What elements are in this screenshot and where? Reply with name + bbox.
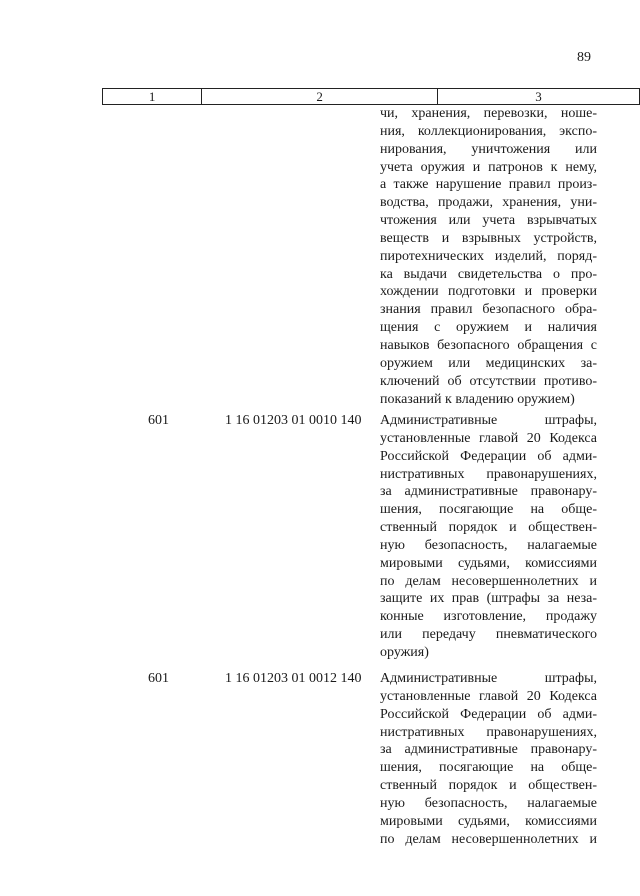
text-line: оружия) [380, 644, 429, 660]
text-line: конные изготовление, продажу [380, 609, 597, 625]
column-header-1: 1 [103, 89, 202, 105]
text-line: Российской Федерации об адми- [380, 448, 597, 464]
text-line: шения, посягающие на обще- [380, 502, 597, 518]
text-line: ную безопасность, налагаемые [380, 537, 597, 553]
text-line: установленные главой 20 Кодекса [380, 430, 597, 446]
text-line: Административные штрафы, [380, 413, 597, 428]
text-line: оружием или медицинских за- [380, 355, 597, 371]
text-line: защите их прав (штрафы за неза- [380, 591, 597, 607]
text-line: ственный порядок и обществен- [380, 778, 597, 794]
text-line: чтожения или учета взрывчатых [380, 213, 597, 229]
text-line: нистративных правонарушениях, [380, 466, 597, 482]
text-line: ную безопасность, налагаемые [380, 795, 597, 811]
row-description [380, 412, 597, 662]
text-line: нистративных правонарушениях, [380, 724, 597, 740]
text-line: ка выдачи свидетельства о про- [380, 266, 597, 282]
row-description [380, 670, 597, 848]
text-line: шения, посягающие на обще- [380, 760, 597, 776]
text-line: за административные правонару- [380, 742, 597, 758]
text-line: пиротехнических изделий, поряд- [380, 248, 597, 264]
text-line: установленные главой 20 Кодекса [380, 688, 597, 704]
text-line: щения с оружием и наличия [380, 320, 597, 336]
text-line: ключений об отсутствии противо- [380, 373, 597, 389]
text-line: ственный порядок и обществен- [380, 520, 597, 536]
text-line: а также нарушение правил произ- [380, 177, 597, 193]
column-header-2: 2 [202, 89, 438, 105]
text-line: Российской Федерации об адми- [380, 706, 597, 722]
text-line: или передачу пневматического [380, 627, 597, 643]
text-line: чи, хранения, перевозки, ноше- [380, 106, 597, 121]
admin-code: 601 [148, 413, 169, 428]
text-line: нирования, уничтожения или [380, 141, 597, 157]
page-number: 89 [577, 50, 591, 65]
kbk-code: 1 16 01203 01 0010 140 [225, 413, 362, 428]
admin-code: 601 [148, 671, 169, 686]
text-line: показаний к владению оружием) [380, 391, 575, 407]
text-line: навыков безопасного обращения с [380, 337, 597, 353]
text-line: по делам несовершеннолетних и [380, 831, 597, 847]
text-line: мировыми судьями, комиссиями [380, 555, 597, 571]
text-line: знания правил безопасного обра- [380, 302, 597, 318]
text-line: мировыми судьями, комиссиями [380, 813, 597, 829]
column-header-3: 3 [437, 89, 639, 105]
text-line: учета оружия и патронов к нему, [380, 159, 597, 175]
text-line: веществ и взрывных устройств, [380, 230, 597, 246]
text-line: хождении подготовки и проверки [380, 284, 597, 300]
text-line: по делам несовершеннолетних и [380, 573, 597, 589]
kbk-code: 1 16 01203 01 0012 140 [225, 671, 362, 686]
text-line: водства, продажи, хранения, уни- [380, 195, 597, 211]
text-line: за административные правонару- [380, 484, 597, 500]
text-line: Административные штрафы, [380, 671, 597, 686]
continuation-text [380, 105, 597, 408]
table-header [102, 88, 640, 105]
text-line: ния, коллекционирования, экспо- [380, 123, 597, 139]
